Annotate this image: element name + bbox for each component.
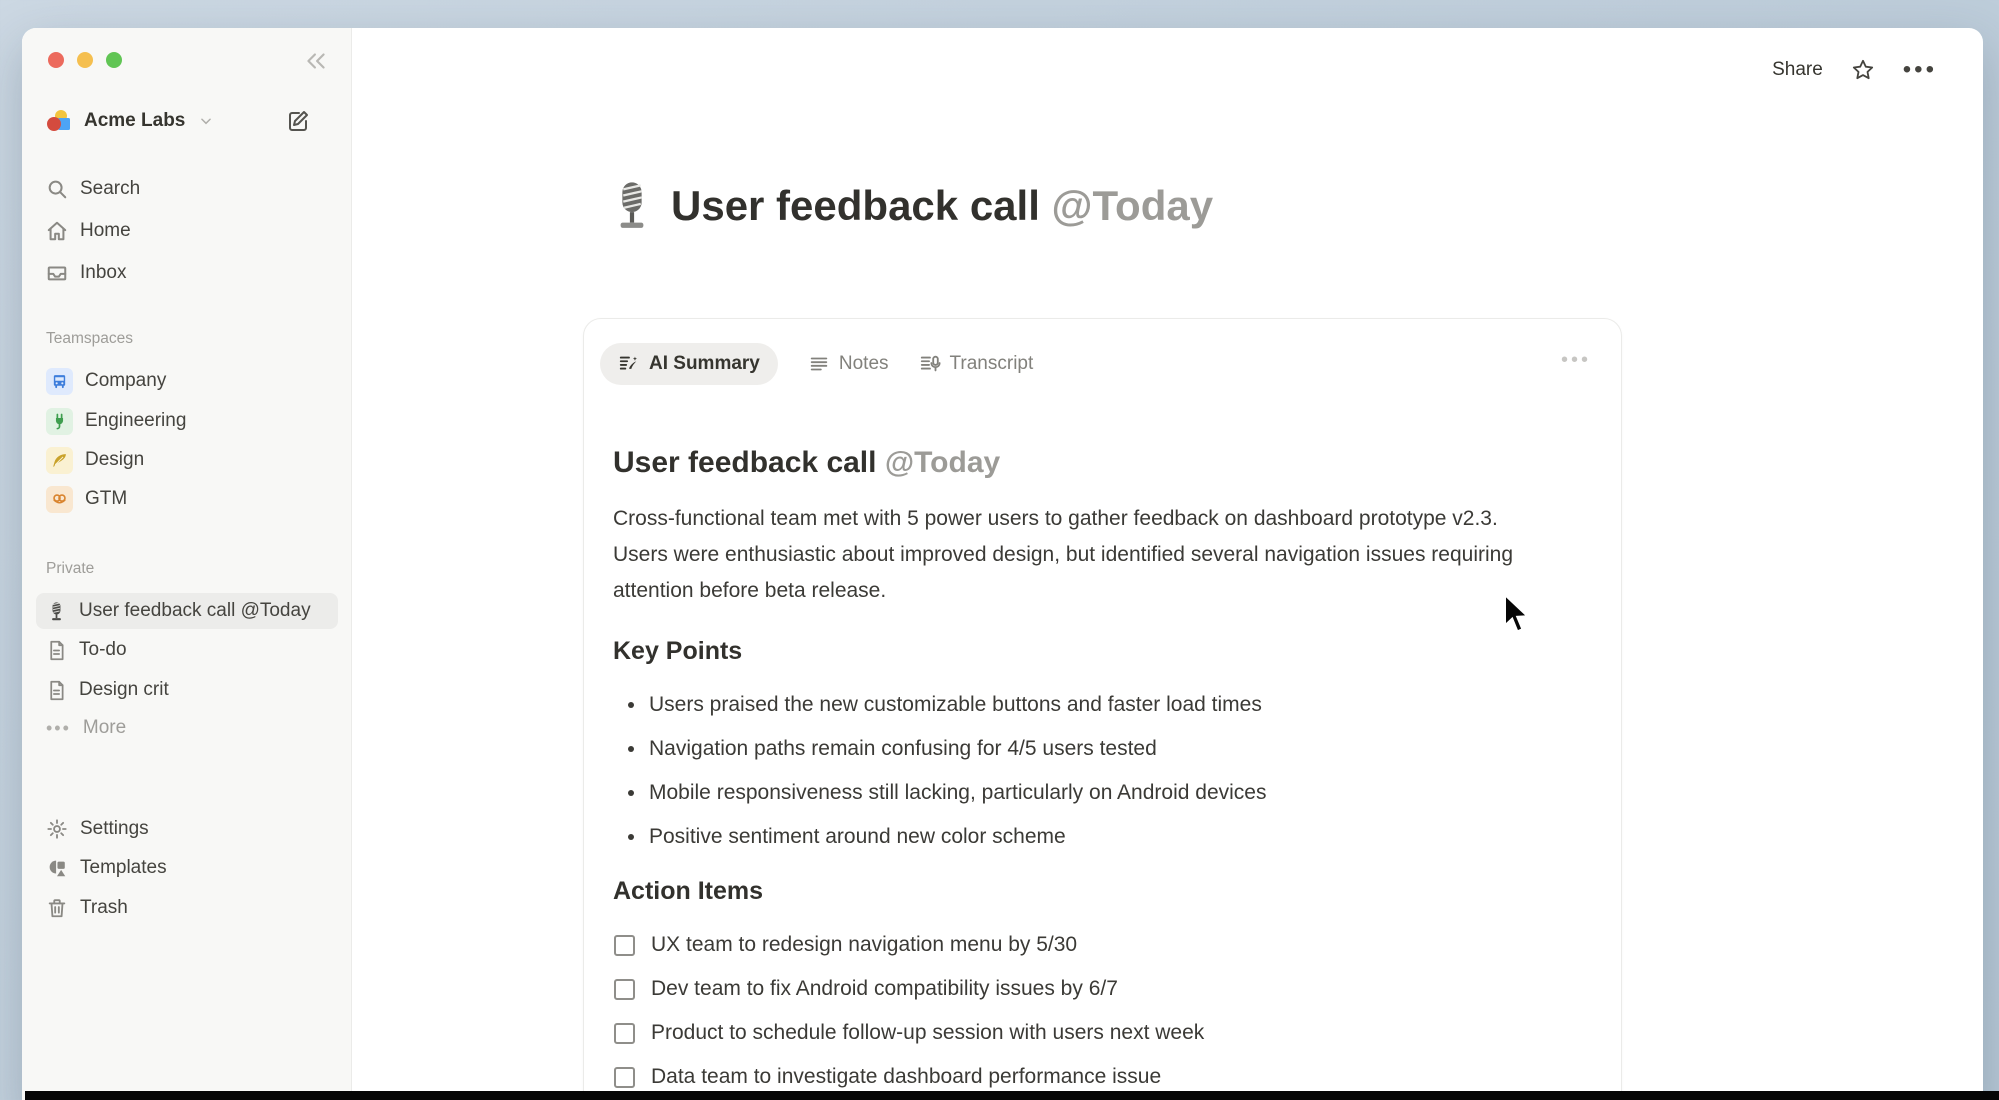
transcript-mic-icon xyxy=(919,353,941,375)
sidebar-item-label: Trash xyxy=(80,897,128,918)
more-icon: ••• xyxy=(46,718,71,738)
feather-icon xyxy=(46,447,73,474)
sidebar-item-design[interactable] xyxy=(36,442,338,478)
favorite-star-icon[interactable] xyxy=(1851,58,1875,82)
ai-summary-icon xyxy=(618,353,640,375)
bullet-dot xyxy=(628,790,634,796)
sidebar xyxy=(22,28,352,1100)
sidebar-item-label: More xyxy=(82,717,127,738)
checkbox[interactable] xyxy=(614,979,635,1000)
date-mention[interactable]: @Today xyxy=(884,446,1001,479)
tab-notes[interactable] xyxy=(808,353,889,375)
checkbox[interactable] xyxy=(614,1023,635,1044)
todo-item: UX team to redesign navigation menu by 5/30 xyxy=(613,923,1204,967)
bullet-dot xyxy=(628,834,634,840)
search-icon xyxy=(46,178,68,200)
video-progress-bar xyxy=(25,1091,1999,1100)
card-more-options-icon[interactable]: ••• xyxy=(1560,349,1591,371)
action-items-heading: Action Items xyxy=(613,877,764,905)
summary-paragraph: Cross-functional team met with 5 power users to gather feedback on dashboard prototype v2.3. Users were enthusiastic about improved design, but identified several navigation issues requiring attention before beta release. xyxy=(613,507,1513,602)
zoom-window-button[interactable] xyxy=(106,52,122,68)
trash-icon xyxy=(46,897,68,919)
minimize-window-button[interactable] xyxy=(77,52,93,68)
page-title-row xyxy=(611,178,1213,234)
microphone-icon xyxy=(46,601,67,622)
tab-ai-summary[interactable] xyxy=(600,343,778,385)
sidebar-item-label: User feedback call @Today xyxy=(79,600,311,621)
ai-notes-card xyxy=(583,318,1622,1100)
sidebar-item-label: Templates xyxy=(80,857,167,878)
sidebar-item-design-crit[interactable] xyxy=(36,672,338,708)
bullet-dot xyxy=(628,702,634,708)
workspace-logo-icon xyxy=(46,108,72,134)
page-title: User feedback call @Today xyxy=(671,182,1214,229)
sidebar-item-label: To-do xyxy=(79,639,127,660)
home-icon xyxy=(46,220,68,242)
notes-icon xyxy=(808,353,830,375)
sidebar-item-home[interactable] xyxy=(36,213,338,249)
sidebar-item-gtm[interactable] xyxy=(36,481,338,517)
checkbox[interactable] xyxy=(614,935,635,956)
sidebar-item-trash[interactable] xyxy=(36,890,338,926)
sidebar-item-label: Design xyxy=(85,449,145,470)
page-icon xyxy=(46,640,67,661)
sidebar-item-label: GTM xyxy=(85,488,128,509)
sidebar-item-settings[interactable] xyxy=(36,811,338,847)
new-page-icon[interactable] xyxy=(286,103,310,139)
tab-label: Notes xyxy=(838,353,889,374)
pretzel-icon xyxy=(46,486,73,513)
plug-icon xyxy=(46,408,73,435)
sidebar-item-label: Home xyxy=(80,220,131,241)
sidebar-item-label: Engineering xyxy=(85,410,187,431)
inbox-icon xyxy=(46,262,68,284)
more-options-icon[interactable]: ••• xyxy=(1902,56,1937,83)
list-item: Navigation paths remain confusing for 4/5 users tested xyxy=(613,727,1266,771)
todo-item: Data team to investigate dashboard performance issue xyxy=(613,1055,1204,1099)
page-topbar xyxy=(1772,58,1937,82)
app-window xyxy=(22,28,1983,1100)
list-item: Mobile responsiveness still lacking, particularly on Android devices xyxy=(613,771,1266,815)
private-section-label: Private xyxy=(46,560,95,577)
sidebar-item-label: Design crit xyxy=(79,679,169,700)
microphone-icon xyxy=(611,181,653,231)
summary-heading: User feedback call @Today xyxy=(613,446,1001,479)
tab-label: Transcript xyxy=(949,353,1034,374)
bullet-dot xyxy=(628,746,634,752)
key-points-list xyxy=(613,683,1266,859)
card-tabs xyxy=(600,343,1033,385)
bus-icon xyxy=(46,368,73,395)
sidebar-item-templates[interactable] xyxy=(36,850,338,886)
share-button[interactable]: Share xyxy=(1772,59,1823,80)
sidebar-item-label: Search xyxy=(80,178,141,199)
sidebar-item-search[interactable] xyxy=(36,171,338,207)
window-controls xyxy=(48,52,122,68)
chevron-down-icon xyxy=(199,114,213,128)
tab-transcript[interactable] xyxy=(919,353,1034,375)
sidebar-item-company[interactable] xyxy=(36,363,338,399)
list-item: Positive sentiment around new color scheme xyxy=(613,815,1266,859)
teamspaces-section-label: Teamspaces xyxy=(46,330,134,347)
workspace-name: Acme Labs xyxy=(84,110,186,131)
tab-label: AI Summary xyxy=(649,353,760,374)
key-points-heading: Key Points xyxy=(613,637,743,665)
list-item: Users praised the new customizable buttons and faster load times xyxy=(613,683,1266,727)
sidebar-item-label: Company xyxy=(85,370,167,391)
sidebar-item-inbox[interactable] xyxy=(36,255,338,291)
date-mention[interactable]: @Today xyxy=(1051,182,1214,229)
checkbox[interactable] xyxy=(614,1067,635,1088)
collapse-sidebar-icon[interactable] xyxy=(303,48,329,74)
sidebar-item-user-feedback-call[interactable] xyxy=(36,593,338,629)
sidebar-item-label: Inbox xyxy=(80,262,127,283)
sidebar-item-engineering[interactable] xyxy=(36,403,338,439)
sidebar-item-todo[interactable] xyxy=(36,632,338,668)
todo-item: Dev team to fix Android compatibility issues by 6/7 xyxy=(613,967,1204,1011)
sidebar-item-more[interactable] xyxy=(36,710,338,746)
close-window-button[interactable] xyxy=(48,52,64,68)
page-icon xyxy=(46,680,67,701)
todo-item: Product to schedule follow-up session with users next week xyxy=(613,1011,1204,1055)
mouse-cursor xyxy=(1500,593,1534,640)
gear-icon xyxy=(46,818,68,840)
shapes-icon xyxy=(46,857,68,879)
sidebar-item-label: Settings xyxy=(80,818,149,839)
workspace-switcher[interactable] xyxy=(36,103,338,139)
action-items-list xyxy=(613,923,1204,1099)
